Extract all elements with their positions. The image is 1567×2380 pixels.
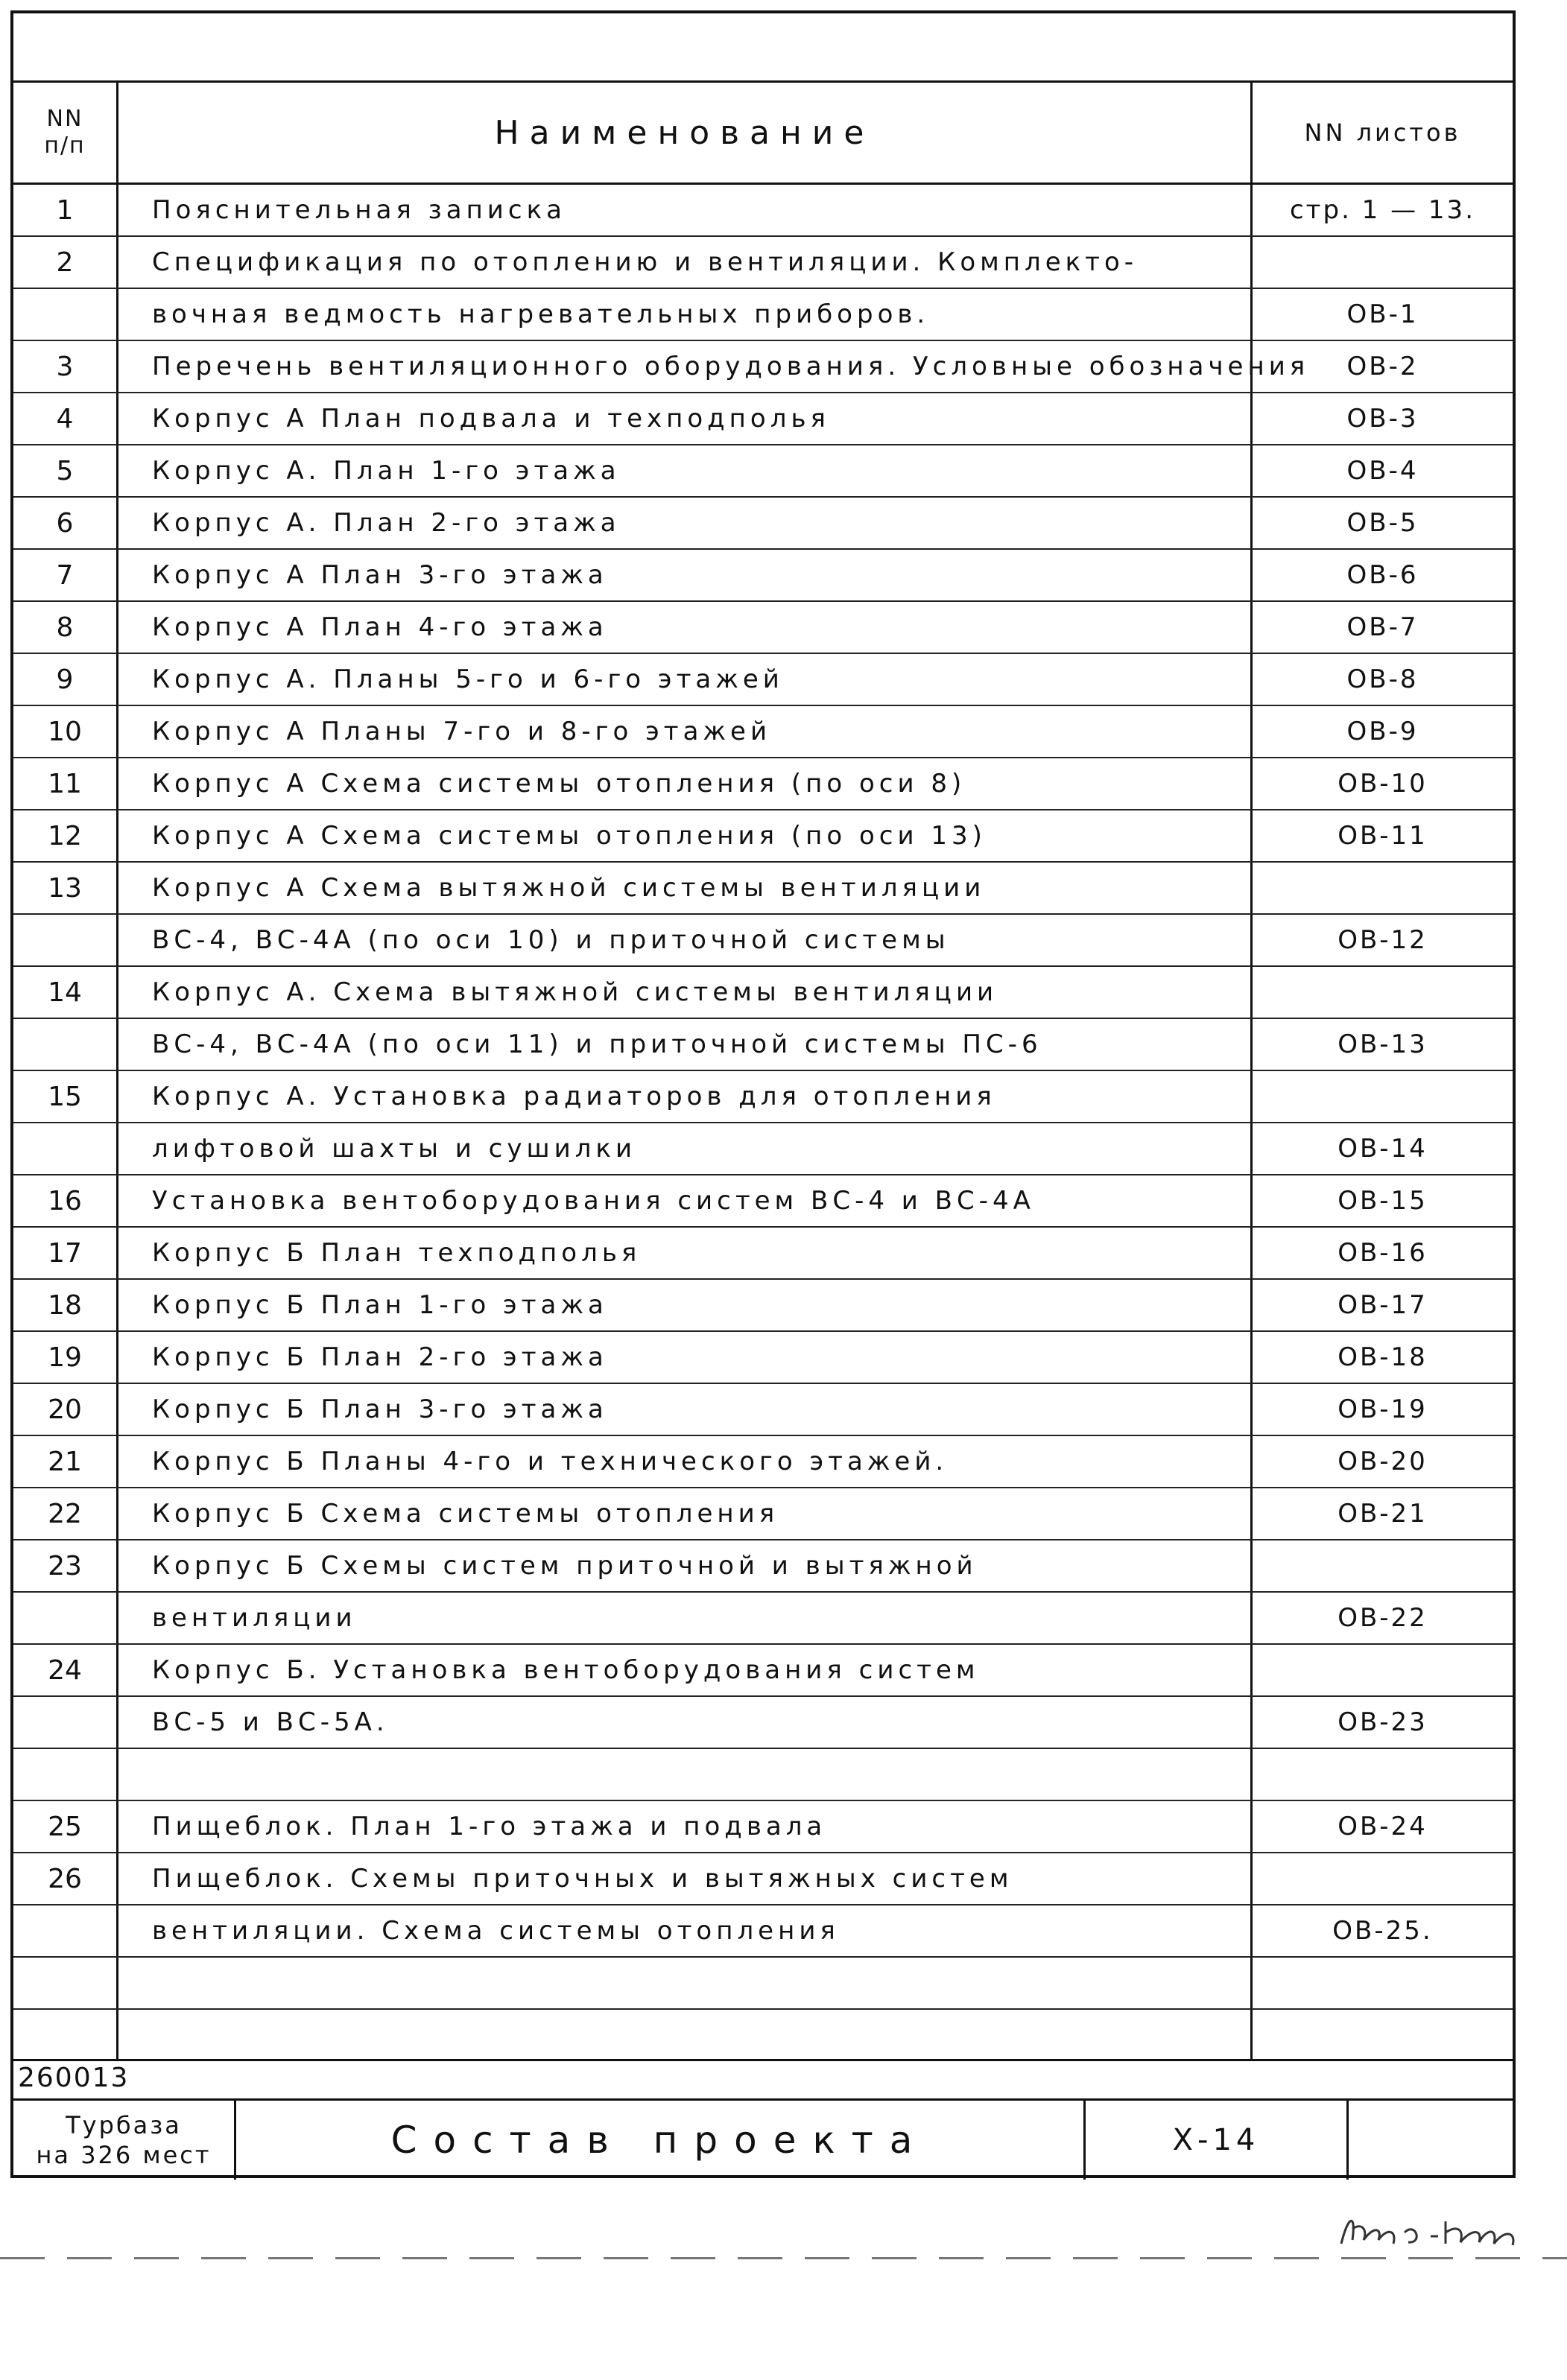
row-name: Корпус Б План техподполья: [152, 1238, 642, 1268]
table-row: [13, 1801, 1513, 1853]
table-row: [13, 1488, 1513, 1540]
row-name: Перечень вентиляционного оборудования. Условные обозначения: [152, 352, 1310, 381]
row-sheet: [1253, 237, 1513, 288]
row-sheet: ОВ-10: [1338, 769, 1428, 799]
header-number-line1: NN: [46, 106, 83, 132]
row-number: [13, 1593, 116, 1643]
row-name: Корпус Б Планы 4-го и технического этажей.: [152, 1447, 949, 1476]
header-number-line2: п/п: [44, 133, 86, 159]
row-name: [152, 1958, 1240, 2008]
row-name: Корпус А. Планы 5-го и 6-го этажей: [152, 664, 784, 694]
row-name: Пищеблок. План 1-го этажа и подвала: [152, 1812, 827, 1841]
row-name: ВС-4, ВС-4А (по оси 10) и приточной системы: [152, 925, 950, 955]
row-number: 16: [48, 1185, 82, 1216]
row-name: Корпус А Схема системы отопления (по оси 8): [152, 769, 966, 799]
row-name: вентиляции: [152, 1603, 357, 1633]
row-sheet: ОВ-23: [1338, 1707, 1428, 1737]
row-sheet: ОВ-14: [1338, 1134, 1428, 1164]
row-number: 13: [48, 872, 82, 904]
row-name: Корпус А. План 2-го этажа: [152, 508, 621, 538]
table-row: [13, 1228, 1513, 1280]
row-sheet: ОВ-1: [1346, 299, 1419, 329]
table-row: [13, 185, 1513, 237]
table-row: [13, 237, 1513, 289]
table-header: [13, 83, 1513, 185]
header-name: Наименование: [494, 113, 875, 152]
row-sheet: [1253, 1540, 1513, 1591]
signature: [1334, 2199, 1528, 2259]
row-name: Корпус А Схема системы отопления (по оси 13): [152, 821, 987, 851]
row-number: 7: [56, 559, 74, 591]
row-name: Корпус Б План 1-го этажа: [152, 1290, 608, 1320]
row-sheet: ОВ-18: [1338, 1342, 1428, 1372]
row-number: 5: [56, 455, 74, 486]
row-name: Корпус Б. Установка вентоборудования систем: [152, 1655, 980, 1685]
row-sheet: ОВ-11: [1338, 821, 1428, 851]
row-sheet: ОВ-15: [1338, 1186, 1428, 1216]
table-row: [13, 1958, 1513, 2010]
row-number: [13, 915, 116, 965]
archive-code: 260013: [18, 2063, 130, 2093]
row-sheet: ОВ-13: [1338, 1029, 1428, 1059]
row-sheet: [1253, 1749, 1513, 1800]
table-row: [13, 1175, 1513, 1228]
table-row: [13, 1853, 1513, 1905]
row-sheet: ОВ-25.: [1332, 1916, 1433, 1946]
row-number: 22: [48, 1498, 82, 1529]
row-number: 12: [48, 820, 82, 851]
header-sheets: NN листов: [1304, 118, 1461, 147]
row-name: Корпус Б Схема системы отопления: [152, 1499, 779, 1529]
table-row: [13, 1540, 1513, 1593]
row-sheet: ОВ-4: [1346, 456, 1419, 486]
row-name: ВС-4, ВС-4А (по оси 11) и приточной системы ПС-6: [152, 1029, 1042, 1059]
row-number: 17: [48, 1237, 82, 1269]
row-number: 3: [56, 351, 74, 382]
row-sheet: ОВ-22: [1338, 1603, 1428, 1633]
table-row: [13, 863, 1513, 915]
table-row: [13, 289, 1513, 341]
row-name: вочная ведмость нагревательных приборов.: [152, 299, 930, 329]
row-sheet: [1253, 1958, 1513, 2008]
row-name: вентиляции. Схема системы отопления: [152, 1916, 840, 1946]
row-sheet: ОВ-12: [1338, 925, 1428, 955]
row-number: [13, 1749, 116, 1800]
scan-edge-line: [0, 2257, 1567, 2259]
row-name: Корпус Б План 2-го этажа: [152, 1342, 608, 1372]
row-number: 1: [56, 194, 74, 226]
row-sheet: [1253, 1853, 1513, 1904]
table-row: [13, 498, 1513, 550]
row-sheet: ОВ-24: [1338, 1812, 1428, 1841]
row-name: Пищеблок. Схемы приточных и вытяжных систем: [152, 1864, 1013, 1894]
row-number: 19: [48, 1342, 82, 1373]
row-number: 15: [48, 1081, 82, 1112]
row-number: 8: [56, 612, 74, 643]
row-name: Пояснительная записка: [152, 195, 566, 225]
row-number: [13, 1958, 116, 2008]
row-sheet: ОВ-19: [1338, 1394, 1428, 1424]
row-sheet: ОВ-8: [1346, 664, 1419, 694]
table-row: [13, 1384, 1513, 1436]
row-name: Корпус А План 4-го этажа: [152, 612, 608, 642]
table-row: [13, 1019, 1513, 1071]
row-sheet: ОВ-9: [1346, 717, 1419, 746]
row-sheet: ОВ-2: [1346, 352, 1419, 381]
row-name: лифтовой шахты и сушилки: [152, 1134, 637, 1164]
title-block-row: [13, 2098, 1513, 2180]
row-name: Корпус А. План 1-го этажа: [152, 456, 621, 486]
row-name: ВС-5 и ВС-5А.: [152, 1707, 389, 1737]
table-row: [13, 1645, 1513, 1697]
drawing-sheet: [10, 10, 1516, 2178]
row-name: Корпус А. Установка радиаторов для отопления: [152, 1082, 996, 1111]
table-row: [13, 550, 1513, 602]
table-row: [13, 915, 1513, 967]
row-sheet: [1253, 967, 1513, 1018]
row-sheet: [1253, 1645, 1513, 1695]
row-name: Установка вентоборудования систем ВС-4 и ВС-4А: [152, 1186, 1035, 1216]
table-row: [13, 393, 1513, 445]
row-number: 18: [48, 1289, 82, 1321]
row-number: 2: [56, 247, 74, 278]
table-row: [13, 967, 1513, 1019]
row-sheet: ОВ-17: [1338, 1290, 1428, 1320]
row-sheet: [1253, 863, 1513, 913]
contents-table: [13, 80, 1513, 2061]
row-sheet: [1253, 1071, 1513, 1122]
table-row: [13, 1697, 1513, 1749]
row-sheet: ОВ-16: [1338, 1238, 1428, 1268]
row-number: 26: [48, 1863, 82, 1894]
row-sheet: ОВ-20: [1338, 1447, 1428, 1476]
row-number: [13, 1123, 116, 1174]
row-number: [13, 289, 116, 340]
table-row: [13, 1123, 1513, 1175]
sheet-number: Х-14: [1172, 2123, 1260, 2157]
row-sheet: ОВ-21: [1338, 1499, 1428, 1529]
table-row: [13, 1593, 1513, 1645]
row-number: 23: [48, 1550, 82, 1581]
row-sheet: ОВ-3: [1346, 404, 1419, 434]
row-number: 20: [48, 1394, 82, 1425]
row-number: 11: [48, 768, 82, 799]
row-name: Корпус А. Схема вытяжной системы вентиляции: [152, 977, 998, 1007]
row-name: Корпус А Планы 7-го и 8-го этажей: [152, 717, 772, 746]
table-row: [13, 341, 1513, 393]
row-number: [13, 1019, 116, 1070]
table-row: [13, 1436, 1513, 1488]
row-number: 6: [56, 507, 74, 539]
row-name: Корпус Б План 3-го этажа: [152, 1394, 608, 1424]
row-number: [13, 1697, 116, 1748]
table-row: [13, 1749, 1513, 1801]
table-row: [13, 602, 1513, 654]
row-number: [13, 1905, 116, 1956]
row-number: 25: [48, 1811, 82, 1842]
table-row: [13, 1280, 1513, 1332]
table-row: [13, 1071, 1513, 1123]
row-name: [152, 1749, 1240, 1800]
table-row: [13, 706, 1513, 758]
table-body: [13, 185, 1513, 2010]
table-row: [13, 654, 1513, 706]
project-name-line1: Турбаза: [66, 2111, 182, 2139]
header-number: [13, 83, 116, 183]
row-number: 10: [48, 716, 82, 747]
table-row: [13, 1905, 1513, 1958]
project-name: [13, 2101, 234, 2180]
table-row: [13, 445, 1513, 498]
project-name-line2: на 326 мест: [36, 2141, 212, 2169]
row-number: 14: [48, 977, 82, 1008]
row-name: Корпус Б Схемы систем приточной и вытяжной: [152, 1551, 978, 1581]
row-name: Корпус А План 3-го этажа: [152, 560, 608, 590]
row-sheet: ОВ-5: [1346, 508, 1419, 538]
table-row: [13, 758, 1513, 810]
row-number: 9: [56, 664, 74, 695]
row-number: 21: [48, 1446, 82, 1477]
table-row: [13, 1332, 1513, 1384]
row-sheet: ОВ-7: [1346, 612, 1419, 642]
row-number: 24: [48, 1654, 82, 1686]
row-sheet: стр. 1 — 13.: [1289, 195, 1475, 225]
table-row: [13, 810, 1513, 863]
row-name: Спецификация по отоплению и вентиляции. Комплекто-: [152, 247, 1139, 277]
row-name: Корпус А План подвала и техподполья: [152, 404, 830, 434]
row-number: 4: [56, 403, 74, 434]
sheet-title: Состав проекта: [390, 2119, 929, 2162]
row-name: Корпус А Схема вытяжной системы вентиляции: [152, 873, 986, 903]
row-sheet: ОВ-6: [1346, 560, 1419, 590]
title-block-divider: [1346, 2101, 1349, 2180]
title-block: [13, 2059, 1513, 2177]
